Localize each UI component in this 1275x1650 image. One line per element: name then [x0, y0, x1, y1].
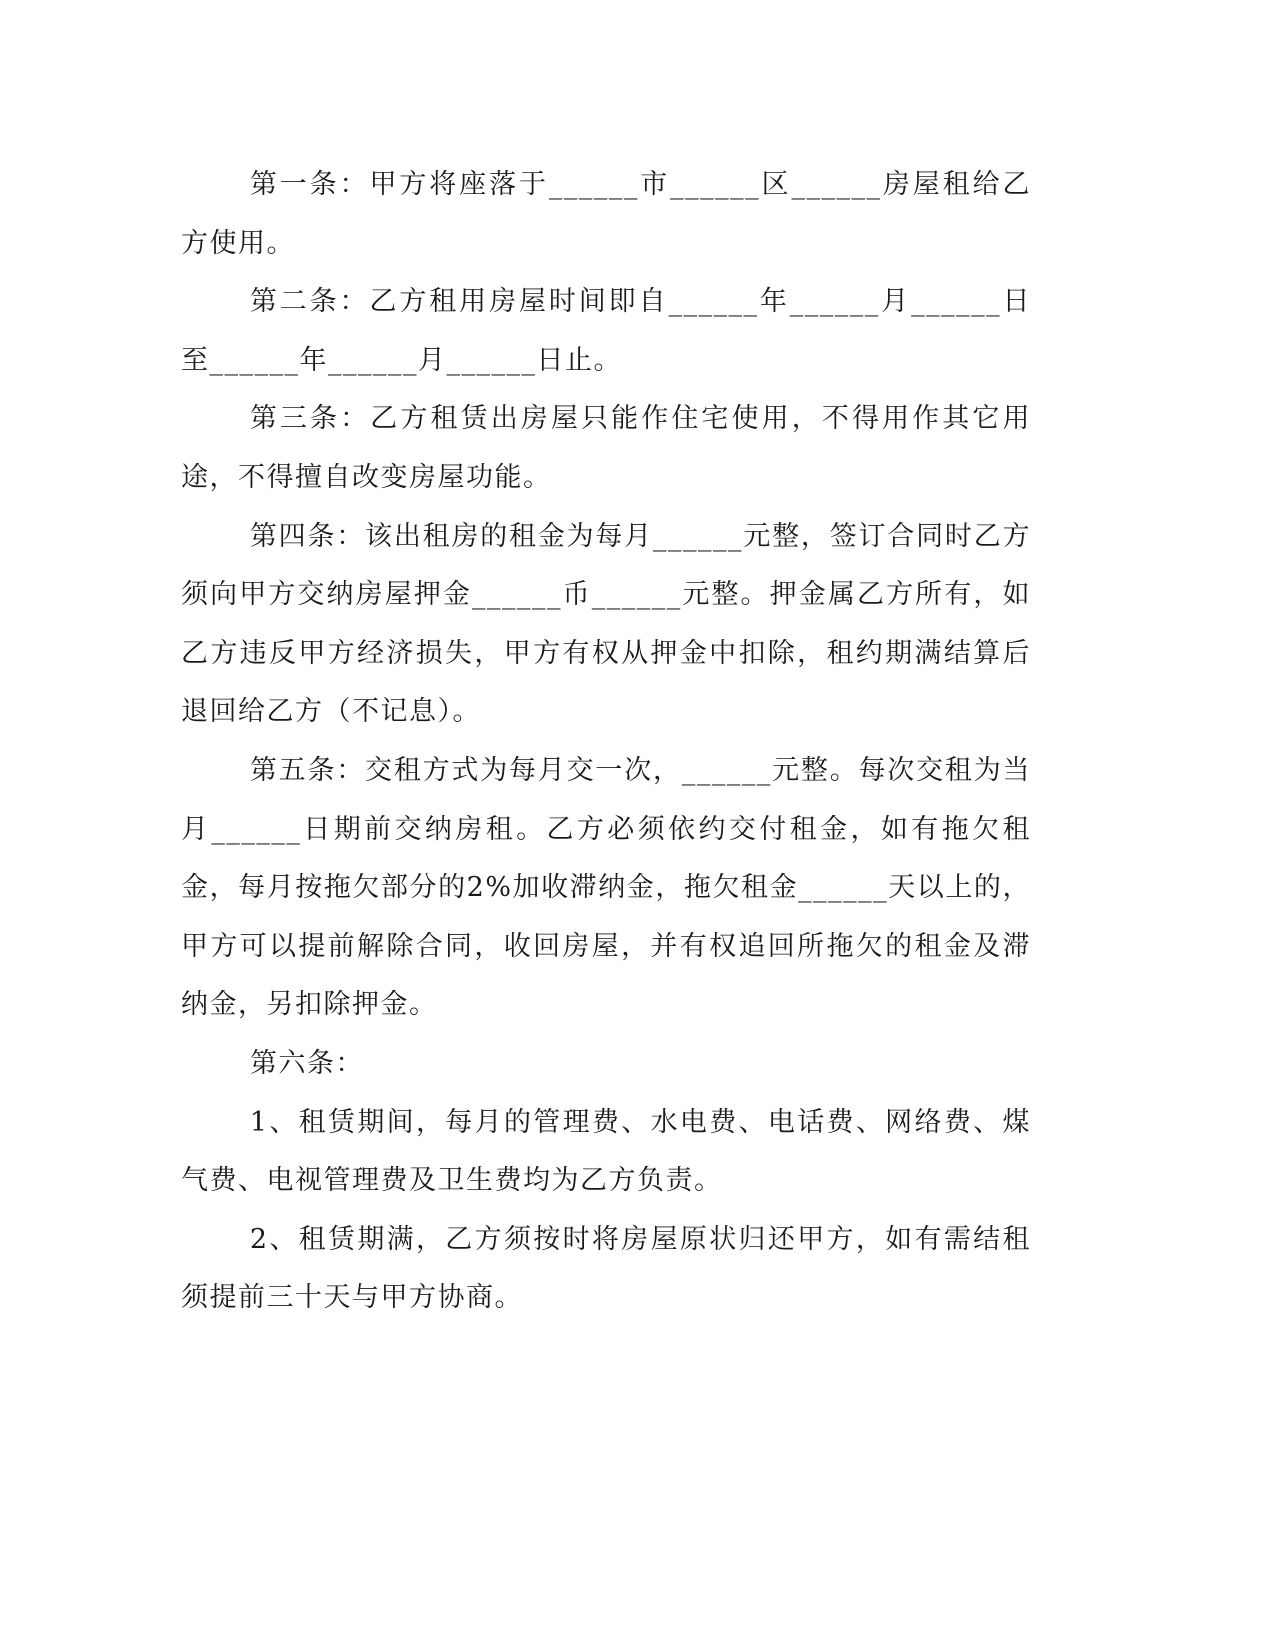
article-6-heading: 第六条： — [249, 1047, 364, 1079]
article-6-item-1: 1、租赁期间，每月的管理费、水电费、电话费、网络费、煤气费、电视管理费及卫生费均为乙方负责。 — [181, 1106, 1031, 1197]
article-3-paragraph: 第三条：乙方租赁出房屋只能作住宅使用，不得用作其它用途，不得擅自改变房屋功能。 — [181, 403, 1031, 493]
article-2-paragraph: 第二条：乙方租用房屋时间即自______年______月______日至______年______月______日止。 — [181, 286, 1031, 376]
document-body — [181, 156, 1031, 1328]
article-4-paragraph: 第四条：该出租房的租金为每月______元整，签订合同时乙方须向甲方交纳房屋押金______币______元整。押金属乙方所有，如乙方违反甲方经济损失，甲方有权从押金中扣除，租约期满结算后退回给乙方（不记息）。 — [181, 520, 1031, 728]
article-1-paragraph: 第一条：甲方将座落于______市______区______房屋租给乙方使用。 — [181, 169, 1031, 259]
article-5-paragraph: 第五条：交租方式为每月交一次，______元整。每次交租为当月______日期前交纳房租。乙方必须依约交付租金，如有拖欠租金，每月按拖欠部分的2%加收滞纳金，拖欠租金______天以上的，甲方可以提前解除合同，收回房屋，并有权追回所拖欠的租金及滞纳金，另扣除押金。 — [181, 754, 1031, 1021]
article-6-item-2: 2、租赁期满，乙方须按时将房屋原状归还甲方，如有需结租须提前三十天与甲方协商。 — [181, 1223, 1031, 1314]
